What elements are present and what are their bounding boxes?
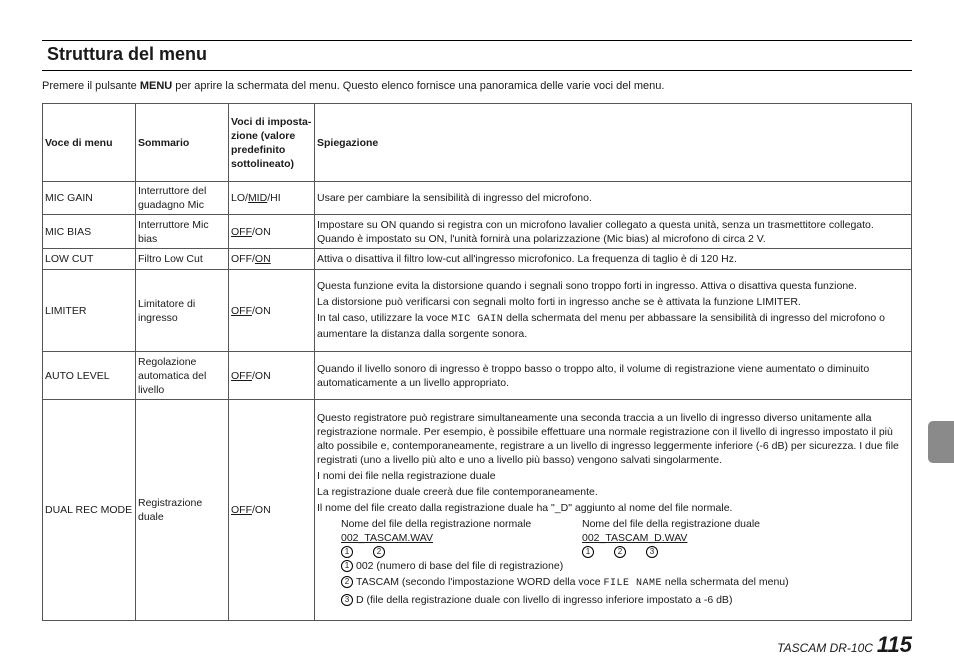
option-text: LO/ bbox=[231, 192, 248, 204]
cell-options bbox=[229, 400, 315, 621]
option-text: /HI bbox=[267, 192, 281, 204]
marker-2-icon: 2 bbox=[341, 576, 353, 588]
cell-options bbox=[229, 249, 315, 270]
legend-item bbox=[341, 593, 909, 607]
legend-item bbox=[341, 559, 909, 573]
table-row bbox=[43, 249, 912, 270]
menu-item-name: FILE NAME bbox=[603, 578, 662, 589]
table-row bbox=[43, 400, 912, 621]
cell-sommario: Registrazione duale bbox=[136, 400, 229, 621]
paragraph bbox=[317, 311, 909, 341]
marker-1-icon: 1 bbox=[341, 546, 353, 558]
cell-voce: LOW CUT bbox=[43, 249, 136, 270]
table-header-row bbox=[43, 104, 912, 182]
option-text: /ON bbox=[252, 225, 271, 238]
footer-brand: TASCAM DR-10C bbox=[777, 641, 873, 655]
cell-spiegazione: Impostare su ON quando si registra con un microfono lavalier collegato a questa unità, senza un trasmettitore collegato. Quando è impostato su ON, l'unità fornirà una polarizzazione (Mic bias) al microfono di circa 2 V. bbox=[315, 215, 912, 249]
marker-3-icon: 3 bbox=[341, 594, 353, 606]
marker-3-icon: 3 bbox=[646, 546, 658, 558]
option-text: /ON bbox=[252, 369, 271, 382]
cell-options bbox=[229, 182, 315, 215]
table-row bbox=[43, 215, 912, 249]
paragraph-text: In tal caso, utilizzare la voce bbox=[317, 311, 452, 324]
cell-options bbox=[229, 215, 315, 249]
option-default: MID bbox=[247, 192, 268, 204]
intro-key: MENU bbox=[139, 80, 173, 92]
cell-sommario: Interruttore Mic bias bbox=[136, 215, 229, 249]
legend-text: TASCAM (secondo l'impostazione WORD della voce bbox=[356, 576, 604, 588]
intro-post: per aprire la schermata del menu. Questo elenco fornisce una panoramica delle varie voci del menu. bbox=[172, 80, 665, 92]
cell-spiegazione bbox=[315, 400, 912, 621]
example-filename: 002_TASCAM_D.WAV bbox=[582, 532, 688, 544]
cell-spiegazione: Attiva o disattiva il filtro low-cut all'ingresso microfonico. La frequenza di taglio è di 120 Hz. bbox=[315, 249, 912, 270]
marker-1-icon: 1 bbox=[341, 560, 353, 572]
paragraph: Il nome del file creato dalla registrazione duale ha "_D" aggiunto al nome del file normale. bbox=[317, 502, 733, 514]
cell-options bbox=[229, 352, 315, 400]
paragraph-text: della schermata del menu per abbassare la sensibilità di ingresso del microfono o aumentare la distanza dalla sorgente sonora. bbox=[317, 311, 885, 340]
page-title: Struttura del menu bbox=[47, 44, 208, 64]
example-filename: 002_TASCAM.WAV bbox=[341, 532, 433, 544]
cell-spiegazione: Usare per cambiare la sensibilità di ingresso del microfono. bbox=[315, 182, 912, 215]
table-row bbox=[43, 352, 912, 400]
intro-text bbox=[42, 80, 664, 92]
option-default: OFF bbox=[231, 369, 252, 382]
example-markers bbox=[582, 545, 823, 559]
cell-spiegazione bbox=[315, 270, 912, 352]
paragraph: Questo registratore può registrare simultaneamente una seconda traccia a un livello di ingresso diverso unitamente alla registrazione normale. Per esempio, è possibile effettuare una normale registrazione con il livello di ingresso impostato il più alto possibile e, contemporaneamente, registrare a un livello di ingresso leggermente inferiore (-6 dB) per sicurezza. I due file registrati (uno a livello più alto e uno a livello più basso) vengono salvati singolarmente. bbox=[317, 412, 899, 466]
cell-voce: AUTO LEVEL bbox=[43, 352, 136, 400]
table-row bbox=[43, 270, 912, 352]
cell-voce: MIC BIAS bbox=[43, 215, 136, 249]
legend-text: D (file della registrazione duale con livello di ingresso inferiore impostato a -6 dB) bbox=[356, 594, 733, 606]
menu-item-name: MIC GAIN bbox=[451, 313, 504, 325]
header-spiegazione: Spiegazione bbox=[315, 104, 912, 182]
example-markers bbox=[341, 545, 582, 559]
table-row bbox=[43, 182, 912, 215]
option-text: /ON bbox=[252, 304, 271, 317]
option-default: OFF bbox=[231, 304, 252, 317]
cell-options bbox=[229, 270, 315, 352]
marker-2-icon: 2 bbox=[373, 546, 385, 558]
header-voce: Voce di menu bbox=[43, 104, 136, 182]
paragraph: I nomi dei file nella registrazione duale bbox=[317, 470, 496, 482]
cell-sommario: Limitatore di ingresso bbox=[136, 270, 229, 352]
intro-pre: Premere il pulsante bbox=[42, 80, 140, 92]
paragraph: La distorsione può verificarsi con segnali molto forti in ingresso anche se è attivata la funzione LIMITER. bbox=[317, 295, 801, 308]
option-default: OFF bbox=[231, 225, 252, 238]
dual-example bbox=[582, 517, 823, 559]
marker-2-icon: 2 bbox=[614, 546, 626, 558]
cell-spiegazione: Quando il livello sonoro di ingresso è troppo basso o troppo alto, il volume di registrazione viene aumentato o diminuito automaticamente a un livello appropriato. bbox=[315, 352, 912, 400]
cell-sommario: Filtro Low Cut bbox=[136, 249, 229, 270]
legend-text: nella schermata del menu) bbox=[662, 576, 789, 588]
cell-sommario: Interruttore del guadagno Mic bbox=[136, 182, 229, 215]
cell-voce: DUAL REC MODE bbox=[43, 400, 136, 621]
normal-example bbox=[341, 517, 582, 559]
option-default: OFF bbox=[231, 504, 252, 516]
top-rule bbox=[42, 40, 912, 41]
option-text: OFF/ bbox=[231, 253, 255, 265]
page-number: 115 bbox=[876, 632, 912, 657]
legend-item bbox=[341, 575, 909, 591]
legend-text: 002 (numero di base del file di registrazione) bbox=[356, 560, 564, 572]
example-label: Nome del file della registrazione duale bbox=[582, 518, 761, 530]
header-sommario: Sommario bbox=[136, 104, 229, 182]
marker-1-icon: 1 bbox=[582, 546, 594, 558]
title-rule bbox=[42, 70, 912, 71]
cell-voce: MIC GAIN bbox=[43, 182, 136, 215]
section-thumb-tab bbox=[928, 421, 954, 463]
page-footer bbox=[777, 632, 912, 658]
example-label: Nome del file della registrazione normale bbox=[341, 518, 532, 530]
menu-table bbox=[42, 103, 912, 621]
paragraph: Questa funzione evita la distorsione quando i segnali sono troppo forti in ingresso. Attiva o disattiva questa funzione. bbox=[317, 279, 857, 292]
paragraph: La registrazione duale creerà due file contemporaneamente. bbox=[317, 486, 598, 498]
filename-example bbox=[341, 517, 909, 559]
cell-sommario: Regolazione automatica del livello bbox=[136, 352, 229, 400]
cell-voce: LIMITER bbox=[43, 270, 136, 352]
option-default: ON bbox=[254, 253, 271, 265]
header-impostazioni: Voci di imposta-zione (valore predefinito sottolineato) bbox=[229, 104, 315, 182]
marker-legend bbox=[341, 559, 909, 607]
option-text: /ON bbox=[252, 504, 271, 516]
